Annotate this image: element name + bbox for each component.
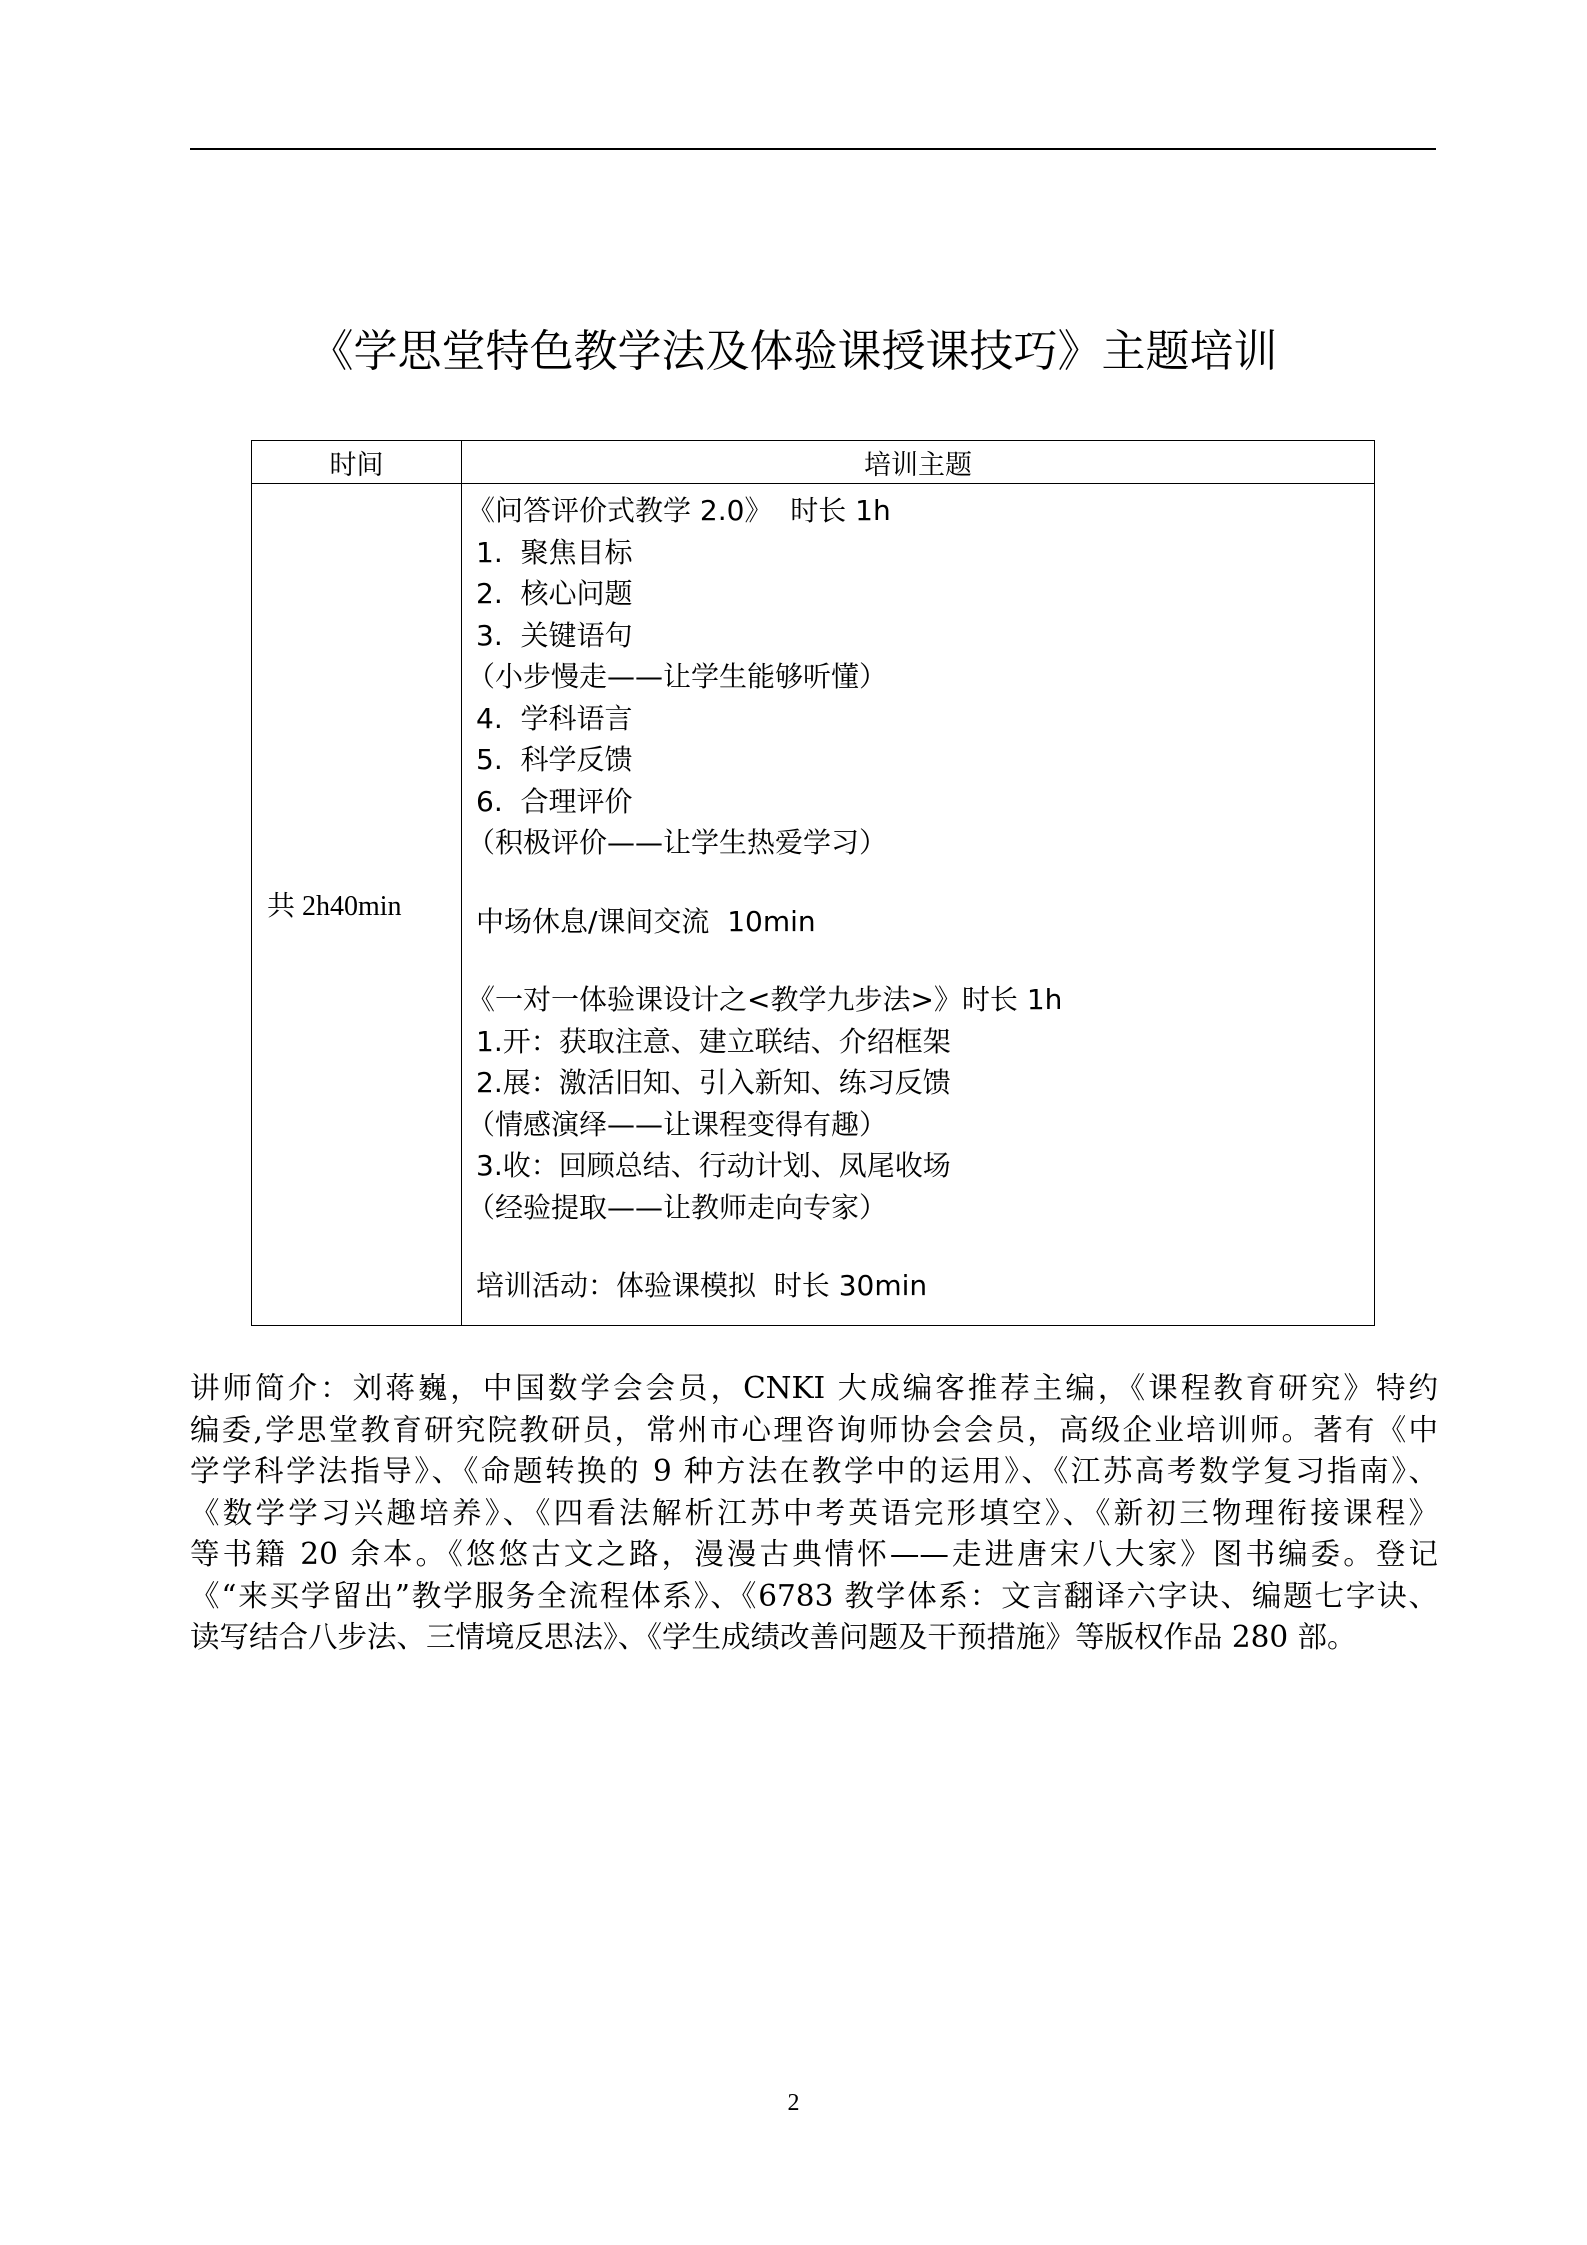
topic-line: 《一对一体验课设计之<教学九步法>》时长 1h: [467, 983, 1063, 1016]
bio-line: 《数学学习兴趣培养》、《四看法解析江苏中考英语完形填空》、《新初三物理衔接课程》: [190, 1495, 1438, 1530]
header-topic: 培训主题: [462, 441, 1375, 484]
topic-line: 4. 学科语言: [476, 701, 633, 735]
topic-lines: [462, 490, 1374, 1307]
topic-line: 1. 聚焦目标: [476, 535, 633, 569]
topic-line: 3.收：回顾总结、行动计划、凤尾收场: [476, 1149, 951, 1182]
bio-line: 学学科学法指导》、《命题转换的 9 种方法在教学中的运用》、《江苏高考数学复习指南》、: [190, 1454, 1438, 1488]
page-title: 《学思堂特色教学法及体验课授课技巧》主题培训: [309, 326, 1278, 377]
topic-line: 中场休息/课间交流 10min: [476, 904, 816, 938]
blank-line: [462, 864, 1374, 901]
topic-line: （情感演绎——让课程变得有趣）: [467, 1107, 888, 1141]
topic-line: （小步慢走——让学生能够听懂）: [467, 660, 888, 693]
table-row: [252, 484, 1375, 1326]
topic-line: 5. 科学反馈: [476, 743, 633, 776]
blank-line: [462, 942, 1374, 979]
header-rule: [190, 148, 1436, 150]
topic-line: （积极评价——让学生热爱学习）: [467, 826, 888, 859]
topic-line: 3. 关键语句: [476, 618, 633, 652]
topic-line: 《问答评价式教学 2.0》 时长 1h: [467, 494, 891, 527]
bio-line: 读写结合八步法、三情境反思法》、《学生成绩改善问题及干预措施》等版权作品 280 部。: [190, 1620, 1357, 1654]
total-duration-cell: 共 2h40min: [252, 484, 462, 1326]
bio-line: 编委,学思堂教育研究院教研员，常州市心理咨询师协会会员，高级企业培训师。著有《中: [190, 1412, 1438, 1447]
table-header-row: [252, 441, 1375, 484]
page-number: 2: [787, 2090, 800, 2116]
instructor-bio: [190, 1368, 1438, 1659]
topic-cell: [462, 484, 1375, 1326]
bio-line: 讲师简介：刘蒋巍，中国数学会会员，CNKI 大成编客推荐主编，《课程教育研究》特约: [190, 1371, 1438, 1405]
topic-line: 培训活动：体验课模拟 时长 30min: [476, 1269, 928, 1302]
topic-line: 1.开：获取注意、建立联结、介绍框架: [476, 1024, 951, 1058]
topic-line: 2. 核心问题: [476, 577, 633, 610]
blank-line: [462, 1228, 1374, 1265]
bio-line: 等书籍 20 余本。《悠悠古文之路，漫漫古典情怀——走进唐宋八大家》图书编委。登记: [190, 1537, 1438, 1571]
topic-line: 2.展：激活旧知、引入新知、练习反馈: [476, 1066, 951, 1099]
header-time: 时间: [252, 441, 462, 484]
training-schedule-table: [251, 440, 1375, 1326]
topic-line: 6. 合理评价: [476, 784, 633, 818]
bio-line: 《“来买学留出”教学服务全流程体系》、《6783 教学体系：文言翻译六字诀、编题七字诀、: [190, 1578, 1438, 1613]
topic-line: （经验提取——让教师走向专家）: [467, 1190, 888, 1224]
